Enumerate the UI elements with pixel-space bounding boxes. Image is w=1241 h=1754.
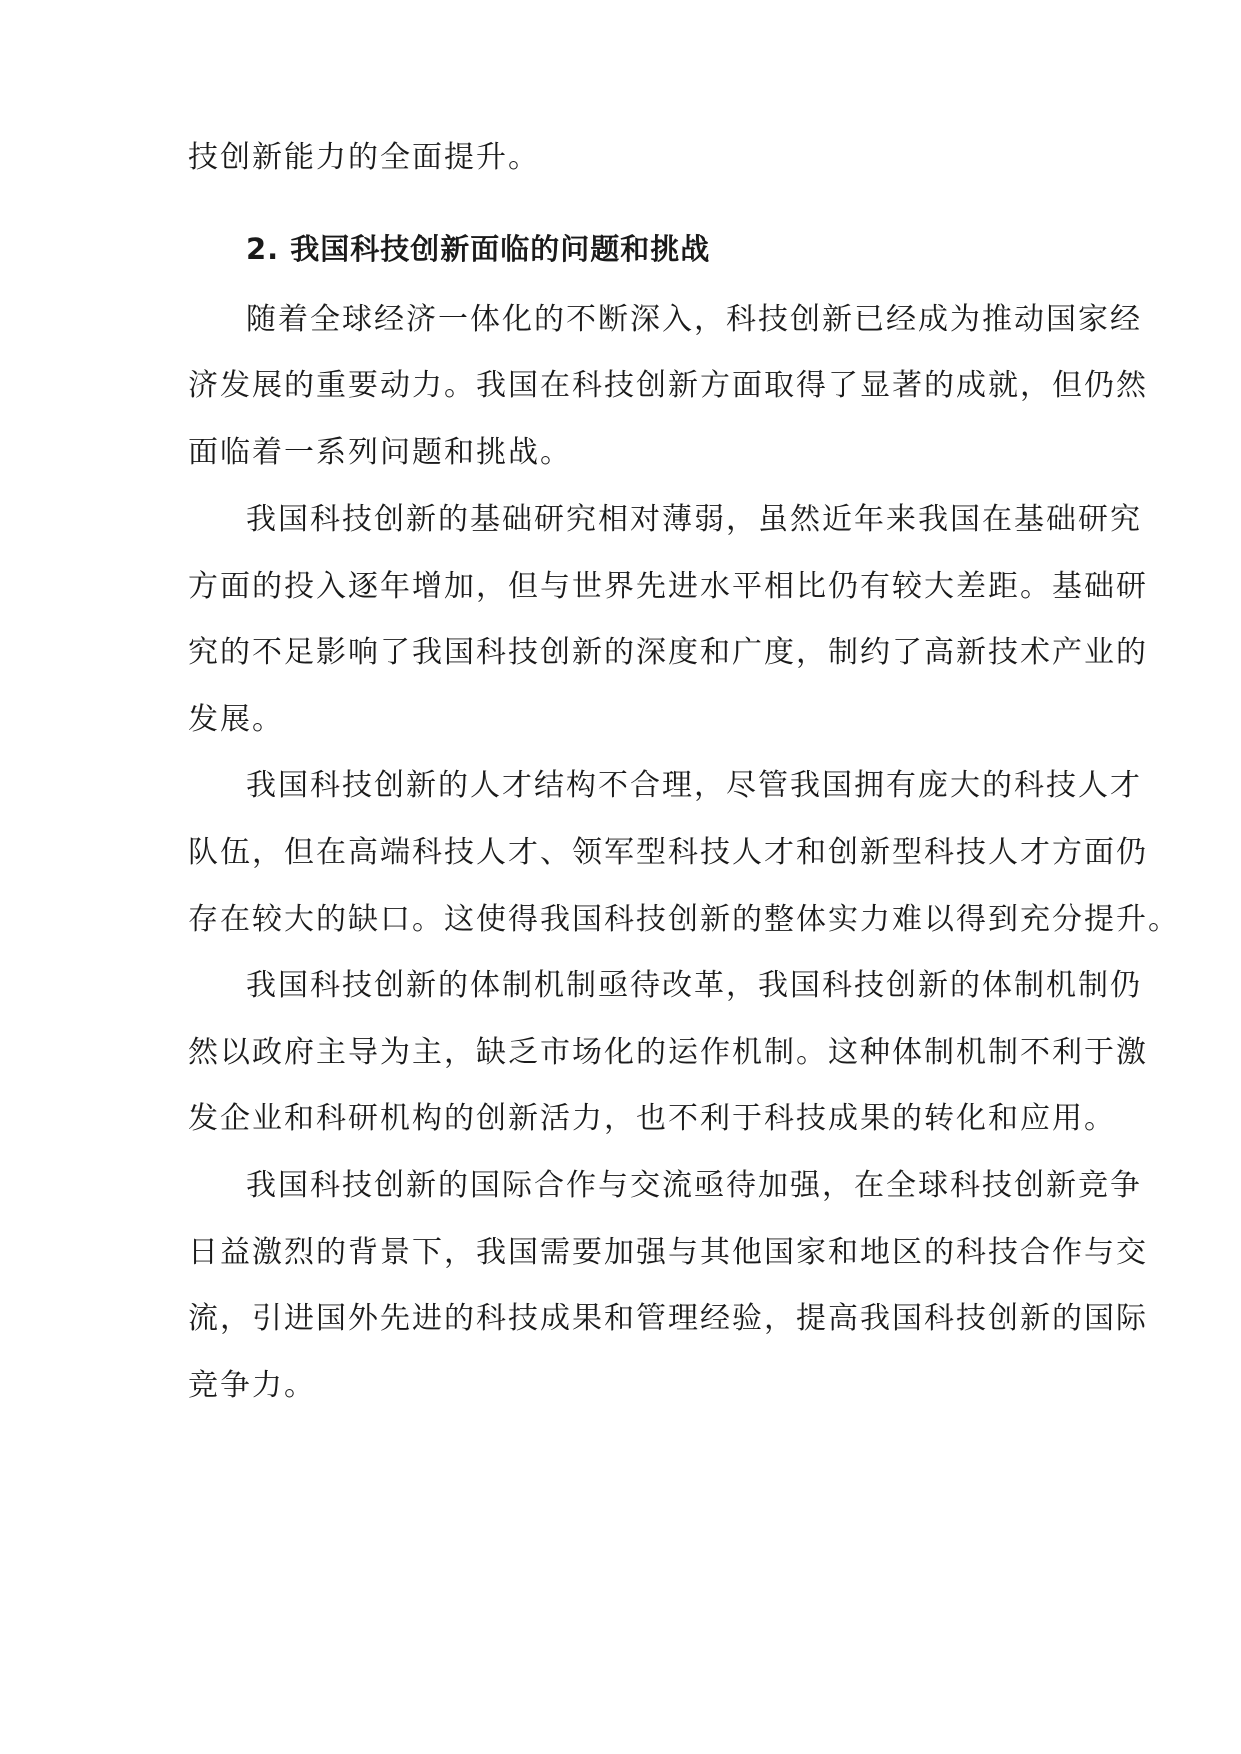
paragraph-1-line-1: 随着全球经济一体化的不断深入，科技创新已经成为推动国家经	[246, 302, 1142, 337]
paragraph-1-line-2: 济发展的重要动力。我国在科技创新方面取得了显著的成就，但仍然	[188, 368, 1148, 403]
section-heading: 2. 我国科技创新面临的问题和挑战	[246, 232, 711, 266]
paragraph-5-line-1: 我国科技创新的国际合作与交流亟待加强，在全球科技创新竞争	[246, 1168, 1142, 1203]
paragraph-4-line-1: 我国科技创新的体制机制亟待改革，我国科技创新的体制机制仍	[246, 968, 1142, 1003]
paragraph-2-line-2: 方面的投入逐年增加，但与世界先进水平相比仍有较大差距。基础研	[188, 569, 1148, 604]
paragraph-4-line-3: 发企业和科研机构的创新活力，也不利于科技成果的转化和应用。	[188, 1101, 1116, 1136]
paragraph-5-line-2: 日益激烈的背景下，我国需要加强与其他国家和地区的科技合作与交	[188, 1235, 1148, 1270]
paragraph-5-line-4: 竞争力。	[188, 1368, 316, 1403]
paragraph-4-line-2: 然以政府主导为主，缺乏市场化的运作机制。这种体制机制不利于激	[188, 1035, 1148, 1070]
paragraph-1-line-3: 面临着一系列问题和挑战。	[188, 435, 572, 470]
paragraph-3-line-3: 存在较大的缺口。这使得我国科技创新的整体实力难以得到充分提升。	[188, 902, 1180, 937]
paragraph-2-line-1: 我国科技创新的基础研究相对薄弱，虽然近年来我国在基础研究	[246, 502, 1142, 537]
intro-fragment: 技创新能力的全面提升。	[188, 140, 540, 175]
paragraph-2-line-3: 究的不足影响了我国科技创新的深度和广度，制约了高新技术产业的	[188, 635, 1148, 670]
paragraph-5-line-3: 流，引进国外先进的科技成果和管理经验，提高我国科技创新的国际	[188, 1301, 1148, 1336]
paragraph-3-line-1: 我国科技创新的人才结构不合理，尽管我国拥有庞大的科技人才	[246, 768, 1142, 803]
paragraph-3-line-2: 队伍，但在高端科技人才、领军型科技人才和创新型科技人才方面仍	[188, 835, 1148, 870]
paragraph-2-line-4: 发展。	[188, 702, 284, 737]
